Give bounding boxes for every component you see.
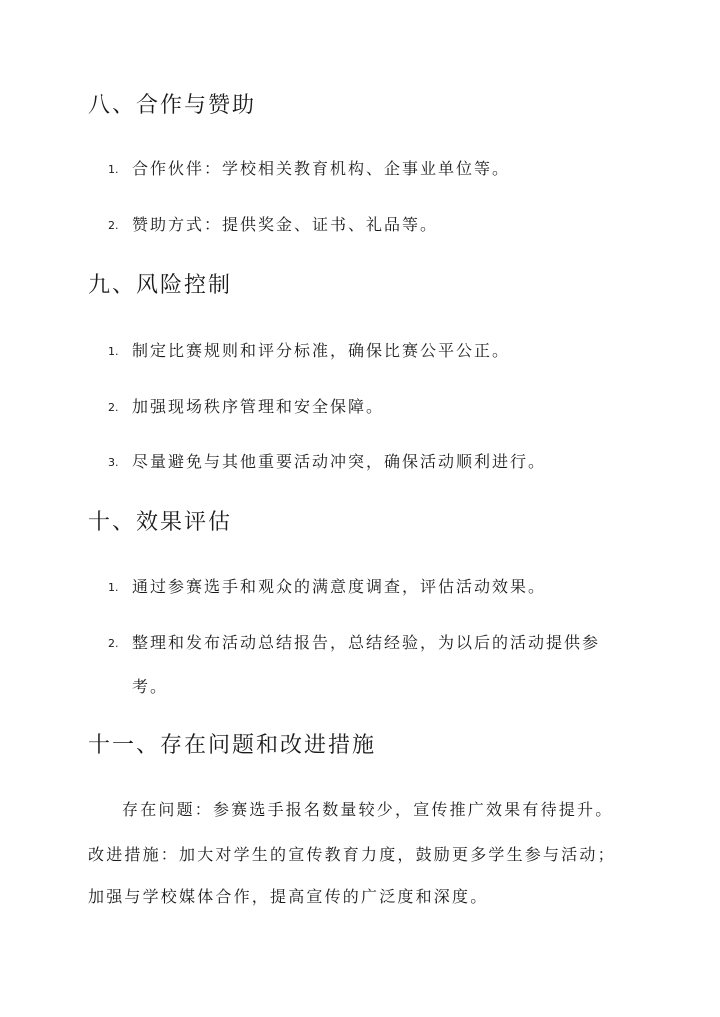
list-number: 2.: [108, 219, 119, 232]
list-number: 3.: [108, 456, 119, 469]
section-10-item-2-continuation: 考。: [132, 677, 169, 696]
section-8-heading: 八、合作与赞助: [88, 93, 257, 118]
paragraph-line-3: 加强与学校媒体合作，提高宣传的广泛度和深度。: [88, 887, 489, 906]
section-10-item-2: [108, 630, 600, 653]
list-item-text: 整理和发布活动总结报告，总结经验，为以后的活动提供参: [132, 633, 601, 652]
section-9-item-1: [108, 338, 510, 361]
list-number: 2.: [108, 637, 119, 650]
list-item-text: 制定比赛规则和评分标准，确保比赛公平公正。: [132, 341, 511, 360]
section-8-item-2: [108, 212, 438, 235]
paragraph-line-2: 改进措施：加大对学生的宣传教育力度，鼓励更多学生参与活动；: [88, 845, 616, 864]
list-item-text: 合作伙伴：学校相关教育机构、企事业单位等。: [132, 159, 511, 178]
list-number: 1.: [108, 163, 119, 176]
list-number: 2.: [108, 401, 119, 414]
section-9-item-3: [108, 449, 546, 472]
section-9-heading: 九、风险控制: [88, 273, 233, 298]
paragraph-line-1: 存在问题：参赛选手报名数量较少，宣传推广效果有待提升。: [122, 800, 614, 819]
section-11-heading: 十一、存在问题和改进措施: [88, 733, 377, 758]
section-10-item-1: [108, 574, 546, 597]
list-item-text: 尽量避免与其他重要活动冲突，确保活动顺利进行。: [132, 452, 547, 471]
list-item-text: 赞助方式：提供奖金、证书、礼品等。: [132, 215, 439, 234]
list-number: 1.: [108, 345, 119, 358]
section-8-item-1: [108, 156, 510, 179]
section-10-heading: 十、效果评估: [88, 510, 233, 535]
list-number: 1.: [108, 581, 119, 594]
section-9-item-2: [108, 394, 384, 417]
list-item-text: 通过参赛选手和观众的满意度调查，评估活动效果。: [132, 577, 547, 596]
list-item-text: 加强现场秩序管理和安全保障。: [132, 397, 385, 416]
